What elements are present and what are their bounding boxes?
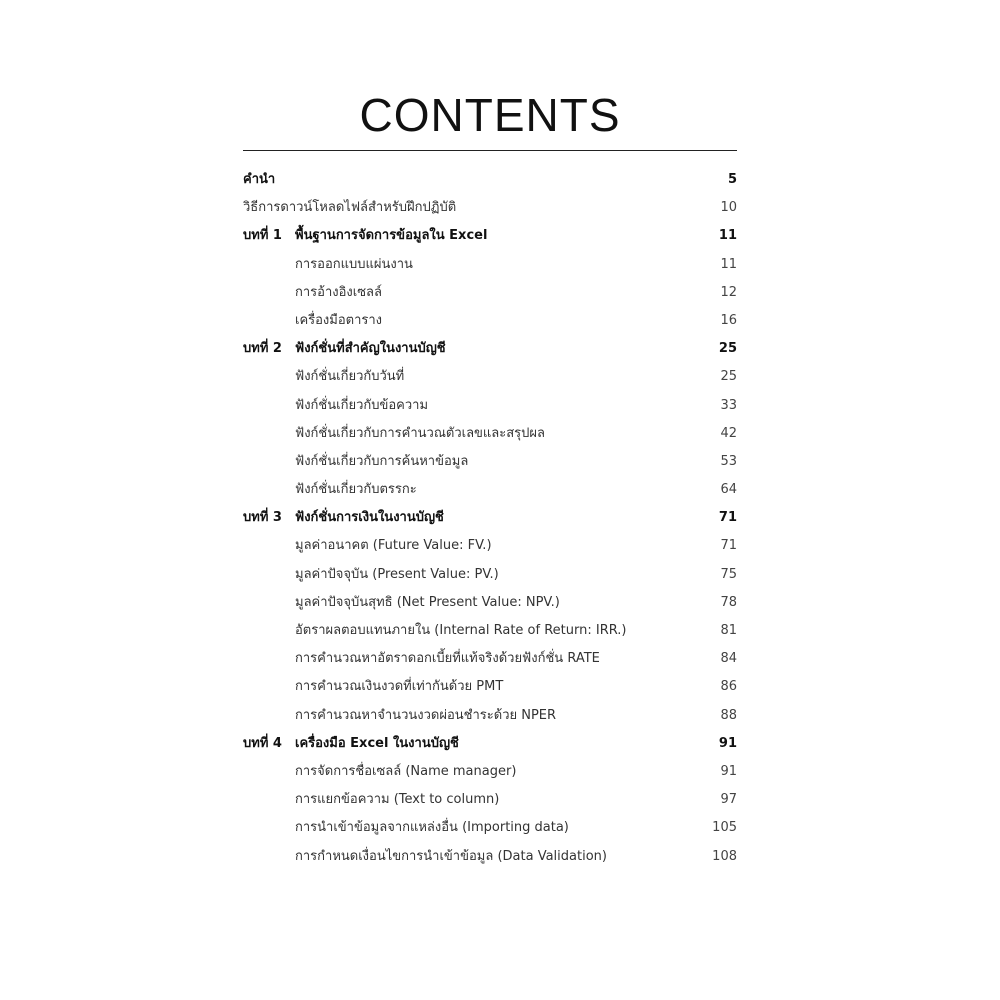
toc-entry-label: ฟังก์ชั่นเกี่ยวกับตรรกะ [295, 482, 417, 498]
toc-entry[interactable] [243, 814, 737, 842]
toc-entry-label: มูลค่าปัจจุบัน (Present Value: PV.) [295, 566, 499, 582]
toc-entry[interactable] [243, 843, 737, 871]
toc-entry[interactable] [243, 758, 737, 786]
toc-entry-download[interactable] [243, 194, 737, 222]
toc-chapter-title: เครื่องมือ Excel ในงานบัญชี [295, 735, 459, 751]
toc-entry-label: ฟังก์ชั่นเกี่ยวกับการคำนวณตัวเลขและสรุปผล [295, 425, 546, 441]
toc-entry-label: การแยกข้อความ (Text to column) [295, 792, 500, 808]
toc-entry-label: มูลค่าปัจจุบันสุทธิ (Net Present Value: NPV.) [295, 594, 560, 610]
toc-entry-page: 97 [720, 792, 737, 808]
toc-entry[interactable] [243, 392, 737, 420]
toc-chapter-number: บทที่ 1 [243, 228, 282, 244]
toc-entry-page: 71 [718, 510, 737, 526]
toc-entry-page: 75 [720, 566, 737, 582]
toc-entry-page: 12 [720, 284, 737, 300]
toc-chapter-title: พื้นฐานการจัดการข้อมูลใน Excel [295, 228, 488, 244]
toc-entry[interactable] [243, 645, 737, 673]
toc-chapter-title: ฟังก์ชั่นการเงินในงานบัญชี [295, 510, 444, 526]
title-divider [243, 150, 737, 151]
toc-chapter-number: บทที่ 4 [243, 735, 282, 751]
toc-entry-page: 91 [720, 763, 737, 779]
toc-entry-label: การกำหนดเงื่อนไขการนำเข้าข้อมูล (Data Validation) [295, 848, 607, 864]
toc-entry-label: เครื่องมือตาราง [295, 312, 383, 328]
toc-entry[interactable] [243, 363, 737, 391]
toc-entry-page: 25 [718, 341, 737, 357]
toc-entry-label: อัตราผลตอบแทนภายใน (Internal Rate of Return: IRR.) [295, 623, 627, 638]
toc-entry[interactable] [243, 617, 737, 645]
toc-entry-page: 33 [720, 397, 737, 413]
toc-entry-page: 84 [720, 651, 737, 667]
toc-entry[interactable] [243, 673, 737, 701]
toc-entry-label: การคำนวณเงินงวดที่เท่ากันด้วย PMT [295, 679, 504, 695]
toc-entry-page: 25 [720, 369, 737, 385]
toc-entry[interactable] [243, 786, 737, 814]
toc-entry-label: ฟังก์ชั่นเกี่ยวกับข้อความ [295, 397, 429, 413]
table-of-contents [243, 166, 737, 871]
toc-entry-label: การนำเข้าข้อมูลจากแหล่งอื่น (Importing data) [295, 820, 569, 836]
toc-chapter-3[interactable] [243, 504, 737, 532]
toc-entry-label: ฟังก์ชั่นเกี่ยวกับวันที่ [295, 369, 405, 385]
toc-entry-page: 42 [720, 425, 737, 441]
toc-entry[interactable] [243, 589, 737, 617]
toc-entry[interactable] [243, 307, 737, 335]
toc-entry-label: ฟังก์ชั่นเกี่ยวกับการค้นหาข้อมูล [295, 453, 469, 469]
toc-entry[interactable] [243, 476, 737, 504]
toc-entry-page: 86 [720, 679, 737, 695]
toc-chapter-4[interactable] [243, 730, 737, 758]
toc-chapter-2[interactable] [243, 335, 737, 363]
toc-entry-preface[interactable] [243, 166, 737, 194]
toc-entry-label: มูลค่าอนาคต (Future Value: FV.) [295, 538, 492, 554]
toc-entry-page: 71 [720, 538, 737, 554]
toc-entry-page: 11 [718, 228, 737, 244]
toc-entry[interactable] [243, 532, 737, 560]
toc-entry-label: การอ้างอิงเซลล์ [295, 284, 382, 300]
toc-entry-page: 53 [720, 453, 737, 469]
toc-entry-label: วิธีการดาวน์โหลดไฟล์สำหรับฝึกปฏิบัติ [243, 200, 457, 216]
toc-entry[interactable] [243, 420, 737, 448]
toc-entry-page: 91 [718, 735, 737, 751]
toc-entry[interactable] [243, 561, 737, 589]
toc-entry-page: 64 [720, 482, 737, 498]
toc-chapter-number: บทที่ 2 [243, 341, 282, 357]
toc-entry-label: การคำนวณหาอัตราดอกเบี้ยที่แท้จริงด้วยฟังก์ชั่น RATE [295, 651, 600, 667]
toc-entry-page: 10 [720, 200, 737, 216]
toc-entry[interactable] [243, 448, 737, 476]
toc-entry[interactable] [243, 702, 737, 730]
toc-entry-page: 78 [720, 594, 737, 610]
toc-entry-page: 108 [712, 848, 737, 864]
toc-entry-label: การออกแบบแผ่นงาน [295, 256, 413, 272]
page-title: CONTENTS [359, 89, 621, 141]
toc-entry[interactable] [243, 279, 737, 307]
toc-entry-label: คำนำ [243, 172, 276, 187]
toc-entry[interactable] [243, 251, 737, 279]
toc-entry-label: การจัดการชื่อเซลล์ (Name manager) [295, 763, 517, 779]
toc-entry-page: 11 [720, 256, 737, 272]
toc-entry-label: การคำนวณหาจำนวนงวดผ่อนชำระด้วย NPER [295, 707, 557, 723]
toc-entry-page: 105 [712, 820, 737, 836]
toc-entry-page: 5 [727, 172, 737, 187]
toc-chapter-1[interactable] [243, 222, 737, 250]
toc-entry-page: 88 [720, 707, 737, 723]
toc-chapter-number: บทที่ 3 [243, 510, 282, 526]
toc-chapter-title: ฟังก์ชั่นที่สำคัญในงานบัญชี [295, 341, 446, 357]
toc-entry-page: 81 [720, 623, 737, 638]
toc-entry-page: 16 [720, 312, 737, 328]
